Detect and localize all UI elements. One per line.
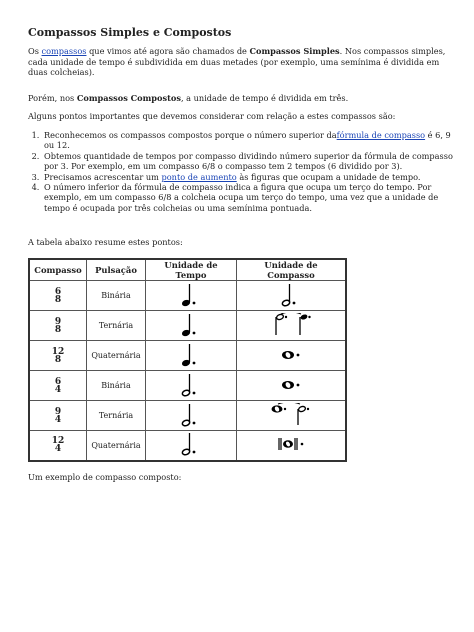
dotted-quarter-note-icon [179,361,203,370]
points-list [28,130,462,213]
tied-dotted-half-and-quarter-icon [271,330,311,339]
measure-cell [237,311,347,341]
measure-cell [237,341,347,371]
dotted-half-note-icon [279,301,303,310]
dotted-half-note-icon [179,421,203,430]
measure-cell [237,281,347,311]
points-intro: Alguns pontos importantes que devemos considerar com relação a estes compassos são: [28,111,396,121]
signature-top: 6 [54,286,62,297]
signature-top: 9 [54,406,62,417]
time-signature [29,401,87,431]
bold-term: Compassos Simples [249,46,340,56]
tied-dotted-whole-and-half-icon [269,420,313,429]
unit-cell [146,401,237,431]
compassos-link[interactable]: compassos [41,46,87,56]
time-signature [29,311,87,341]
dotted-breve-icon [277,444,305,453]
example-caption: Um exemplo de compasso composto: [28,472,182,482]
pulse-cell: Ternária [87,401,146,431]
table-row [29,371,346,401]
table-row [29,281,346,311]
unit-cell [146,281,237,311]
signature-bottom: 8 [54,354,62,365]
bold-term: Compassos Compostos [76,93,181,103]
unit-cell [146,311,237,341]
signature-top: 12 [51,346,65,357]
measure-cell [237,431,347,461]
table-intro: A tabela abaixo resume estes pontos: [28,237,183,247]
text-span: é 6, 9 ou 12. [44,130,451,151]
text-span: Porém, nos [28,93,77,103]
text-span: que vimos até agora são chamados de [86,46,250,56]
header-unidade-tempo: Unidade de Tempo [146,259,237,281]
pulse-cell: Ternária [87,311,146,341]
table-row [29,431,346,461]
signature-top: 12 [51,436,65,447]
text-span: Precisamos acrescentar um [44,171,162,182]
dotted-whole-note-icon [278,385,304,394]
table-row [29,311,346,341]
dotted-whole-note-icon [278,355,304,364]
page-title: Compassos Simples e Compostos [28,26,232,39]
list-item: 4. O número inferior da fórmula de compasso indica a figura que ocupa um terço do tempo. Por exemplo, em um compasso 6/8 a colcheia ocupa um terço do tempo, uma vez que a unidade de tempo é ocupada por três colcheias ou uma semínima pontuada. [42,182,462,213]
dotted-half-note-icon [179,450,203,459]
dotted-quarter-note-icon [179,331,203,340]
measure-cell [237,401,347,431]
signature-bottom: 8 [54,324,62,335]
signature-bottom: 4 [54,444,62,455]
table-row [29,341,346,371]
unit-cell [146,431,237,461]
signature-bottom: 4 [54,414,62,425]
list-item [42,172,462,182]
text-span: Reconhecemos os compassos compostos porque o número superior da [44,130,337,140]
time-signature [29,341,87,371]
text-span: Os [28,46,42,56]
pulse-cell: Quaternária [87,341,146,371]
time-signature [29,371,87,401]
table-row [29,401,346,431]
compound-paragraph [28,93,446,104]
signature-top: 9 [54,316,62,327]
pulse-cell: Quaternária [87,431,146,461]
signature-bottom: 4 [54,384,62,395]
signature-top: 6 [54,376,62,387]
unit-cell [146,341,237,371]
list-item: 2. Obtemos quantidade de tempos por compasso dividindo número superior da fórmula de compasso por 3. Por exemplo, em um compasso 6/8 o compasso tem 2 tempos (6 dividido por 3). [42,151,462,172]
measure-cell [237,371,347,401]
dotted-quarter-note-icon [179,301,203,310]
pulse-cell: Binária [87,281,146,311]
ponto-aumento-link[interactable]: ponto de aumento [161,171,237,182]
time-signature [29,281,87,311]
text-span: . Nos compassos simples, cada unidade de tempo é subdividida em duas metades (por exemplo, uma semínima é dividida em duas colcheias). [28,46,446,78]
pulse-cell: Binária [87,371,146,401]
intro-paragraph [28,46,446,78]
header-compasso: Compasso [29,259,87,281]
time-signature [29,431,87,461]
list-item [42,130,462,151]
dotted-half-note-icon [179,391,203,400]
header-unidade-compasso: Unidade de Compasso [237,259,347,281]
summary-table [28,258,347,462]
text-span: , a unidade de tempo é dividida em três. [180,93,349,103]
formula-link[interactable]: fórmula de compasso [336,130,426,140]
text-span: às figuras que ocupam a unidade de tempo. [236,171,421,182]
signature-bottom: 8 [54,294,62,305]
header-pulsacao: Pulsação [87,259,146,281]
unit-cell [146,371,237,401]
